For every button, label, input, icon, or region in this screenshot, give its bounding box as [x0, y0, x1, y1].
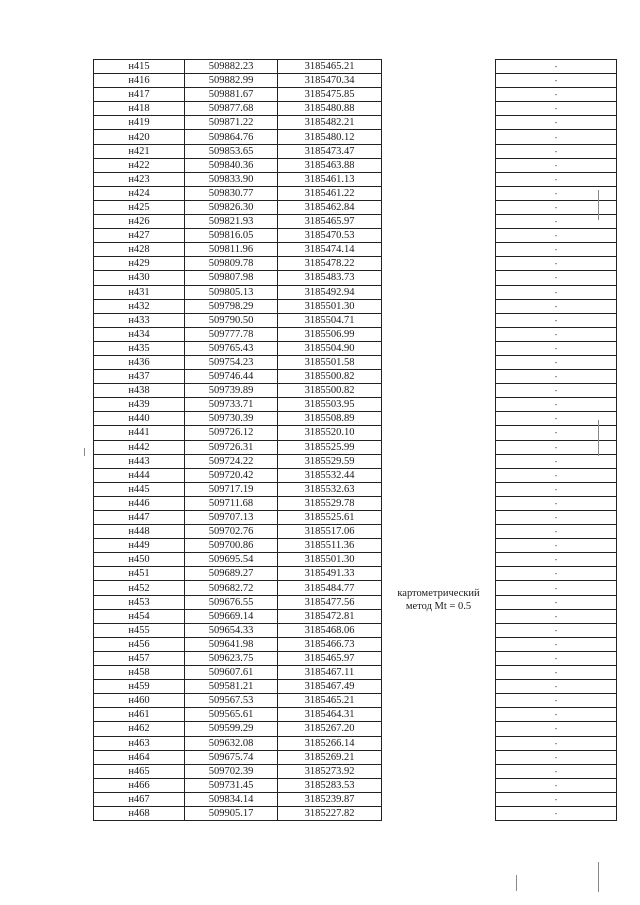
y-coordinate-cell: 3185464.31 — [278, 708, 382, 722]
mark-cell: - — [496, 341, 617, 355]
point-cell: н430 — [94, 271, 185, 285]
y-coordinate-cell: 3185504.71 — [278, 313, 382, 327]
y-coordinate-cell: 3185474.14 — [278, 243, 382, 257]
point-cell: н442 — [94, 440, 185, 454]
y-coordinate-cell: 3185511.36 — [278, 539, 382, 553]
x-coordinate-cell: 509826.30 — [185, 200, 278, 214]
y-coordinate-cell: 3185529.78 — [278, 496, 382, 510]
point-cell: н456 — [94, 637, 185, 651]
mark-cell: - — [496, 454, 617, 468]
x-coordinate-cell: 509833.90 — [185, 172, 278, 186]
y-coordinate-cell: 3185467.49 — [278, 680, 382, 694]
point-cell: н444 — [94, 468, 185, 482]
x-coordinate-cell: 509717.19 — [185, 482, 278, 496]
table-row — [94, 285, 617, 299]
mark-cell: - — [496, 567, 617, 581]
table-row — [94, 496, 617, 510]
mark-cell: - — [496, 384, 617, 398]
x-coordinate-cell: 509711.68 — [185, 496, 278, 510]
x-coordinate-cell: 509689.27 — [185, 567, 278, 581]
x-coordinate-cell: 509830.77 — [185, 186, 278, 200]
mark-cell: - — [496, 806, 617, 820]
mark-cell: - — [496, 313, 617, 327]
table-row — [94, 680, 617, 694]
y-coordinate-cell: 3185500.82 — [278, 370, 382, 384]
mark-cell: - — [496, 229, 617, 243]
mark-cell: - — [496, 708, 617, 722]
y-coordinate-cell: 3185525.61 — [278, 511, 382, 525]
table-row — [94, 116, 617, 130]
point-cell: н449 — [94, 539, 185, 553]
scan-artifact — [598, 420, 599, 456]
y-coordinate-cell: 3185501.30 — [278, 553, 382, 567]
point-cell: н418 — [94, 102, 185, 116]
x-coordinate-cell: 509864.76 — [185, 130, 278, 144]
point-cell: н440 — [94, 412, 185, 426]
mark-cell: - — [496, 285, 617, 299]
x-coordinate-cell: 509882.23 — [185, 60, 278, 74]
point-cell: н431 — [94, 285, 185, 299]
table-row — [94, 454, 617, 468]
y-coordinate-cell: 3185470.34 — [278, 74, 382, 88]
table-row — [94, 88, 617, 102]
x-coordinate-cell: 509881.67 — [185, 88, 278, 102]
point-cell: н421 — [94, 144, 185, 158]
table-row — [94, 595, 617, 609]
y-coordinate-cell: 3185467.11 — [278, 666, 382, 680]
table-row — [94, 708, 617, 722]
mark-cell: - — [496, 666, 617, 680]
x-coordinate-cell: 509754.23 — [185, 355, 278, 369]
table-row — [94, 370, 617, 384]
x-coordinate-cell: 509816.05 — [185, 229, 278, 243]
table-row — [94, 172, 617, 186]
x-coordinate-cell: 509632.08 — [185, 736, 278, 750]
x-coordinate-cell: 509811.96 — [185, 243, 278, 257]
point-cell: н452 — [94, 581, 185, 595]
y-coordinate-cell: 3185529.59 — [278, 454, 382, 468]
point-cell: н461 — [94, 708, 185, 722]
mark-cell: - — [496, 482, 617, 496]
mark-cell: - — [496, 200, 617, 214]
mark-cell: - — [496, 792, 617, 806]
mark-cell: - — [496, 778, 617, 792]
mark-cell: - — [496, 680, 617, 694]
x-coordinate-cell: 509599.29 — [185, 722, 278, 736]
y-coordinate-cell: 3185508.89 — [278, 412, 382, 426]
x-coordinate-cell: 509720.42 — [185, 468, 278, 482]
point-cell: н438 — [94, 384, 185, 398]
scan-artifact — [84, 448, 85, 456]
point-cell: н453 — [94, 595, 185, 609]
point-cell: н459 — [94, 680, 185, 694]
point-cell: н463 — [94, 736, 185, 750]
point-cell: н420 — [94, 130, 185, 144]
point-cell: н448 — [94, 525, 185, 539]
point-cell: н424 — [94, 186, 185, 200]
point-cell: н417 — [94, 88, 185, 102]
y-coordinate-cell: 3185465.97 — [278, 215, 382, 229]
point-cell: н415 — [94, 60, 185, 74]
x-coordinate-cell: 509809.78 — [185, 257, 278, 271]
y-coordinate-cell: 3185503.95 — [278, 398, 382, 412]
y-coordinate-cell: 3185462.84 — [278, 200, 382, 214]
table-row — [94, 609, 617, 623]
x-coordinate-cell: 509724.22 — [185, 454, 278, 468]
y-coordinate-cell: 3185465.97 — [278, 651, 382, 665]
mark-cell: - — [496, 88, 617, 102]
point-cell: н428 — [94, 243, 185, 257]
x-coordinate-cell: 509905.17 — [185, 806, 278, 820]
y-coordinate-cell: 3185463.88 — [278, 158, 382, 172]
mark-cell: - — [496, 553, 617, 567]
x-coordinate-cell: 509821.93 — [185, 215, 278, 229]
table-row — [94, 215, 617, 229]
mark-cell: - — [496, 581, 617, 595]
table-row — [94, 482, 617, 496]
point-cell: н443 — [94, 454, 185, 468]
point-cell: н434 — [94, 327, 185, 341]
point-cell: н455 — [94, 623, 185, 637]
mark-cell: - — [496, 722, 617, 736]
mark-cell: - — [496, 172, 617, 186]
table-row — [94, 722, 617, 736]
point-cell: н468 — [94, 806, 185, 820]
x-coordinate-cell: 509567.53 — [185, 694, 278, 708]
mark-cell: - — [496, 74, 617, 88]
table-row — [94, 623, 617, 637]
table-row — [94, 778, 617, 792]
mark-cell: - — [496, 243, 617, 257]
table-row — [94, 567, 617, 581]
x-coordinate-cell: 509623.75 — [185, 651, 278, 665]
y-coordinate-cell: 3185500.82 — [278, 384, 382, 398]
point-cell: н437 — [94, 370, 185, 384]
x-coordinate-cell: 509702.39 — [185, 764, 278, 778]
y-coordinate-cell: 3185483.73 — [278, 271, 382, 285]
y-coordinate-cell: 3185465.21 — [278, 60, 382, 74]
table-row — [94, 412, 617, 426]
table-row — [94, 299, 617, 313]
table-row — [94, 750, 617, 764]
table-row — [94, 327, 617, 341]
mark-cell: - — [496, 355, 617, 369]
point-cell: н433 — [94, 313, 185, 327]
coordinates-table — [93, 59, 617, 821]
y-coordinate-cell: 3185227.82 — [278, 806, 382, 820]
y-coordinate-cell: 3185461.13 — [278, 172, 382, 186]
x-coordinate-cell: 509654.33 — [185, 623, 278, 637]
x-coordinate-cell: 509733.71 — [185, 398, 278, 412]
x-coordinate-cell: 509675.74 — [185, 750, 278, 764]
mark-cell: - — [496, 257, 617, 271]
mark-cell: - — [496, 637, 617, 651]
mark-cell: - — [496, 539, 617, 553]
mark-cell: - — [496, 130, 617, 144]
point-cell: н416 — [94, 74, 185, 88]
y-coordinate-cell: 3185480.88 — [278, 102, 382, 116]
mark-cell: - — [496, 327, 617, 341]
x-coordinate-cell: 509565.61 — [185, 708, 278, 722]
scan-artifact — [598, 862, 599, 892]
y-coordinate-cell: 3185520.10 — [278, 426, 382, 440]
mark-cell: - — [496, 764, 617, 778]
point-cell: н447 — [94, 511, 185, 525]
table-body — [94, 60, 617, 821]
mark-cell: - — [496, 426, 617, 440]
point-cell: н445 — [94, 482, 185, 496]
y-coordinate-cell: 3185470.53 — [278, 229, 382, 243]
point-cell: н454 — [94, 609, 185, 623]
y-coordinate-cell: 3185239.87 — [278, 792, 382, 806]
point-cell: н436 — [94, 355, 185, 369]
x-coordinate-cell: 509877.68 — [185, 102, 278, 116]
y-coordinate-cell: 3185266.14 — [278, 736, 382, 750]
mark-cell: - — [496, 102, 617, 116]
mark-cell: - — [496, 271, 617, 285]
point-cell: н427 — [94, 229, 185, 243]
mark-cell: - — [496, 595, 617, 609]
mark-cell: - — [496, 694, 617, 708]
x-coordinate-cell: 509790.50 — [185, 313, 278, 327]
mark-cell: - — [496, 736, 617, 750]
x-coordinate-cell: 509676.55 — [185, 595, 278, 609]
point-cell: н435 — [94, 341, 185, 355]
y-coordinate-cell: 3185501.30 — [278, 299, 382, 313]
x-coordinate-cell: 509581.21 — [185, 680, 278, 694]
point-cell: н462 — [94, 722, 185, 736]
x-coordinate-cell: 509853.65 — [185, 144, 278, 158]
x-coordinate-cell: 509669.14 — [185, 609, 278, 623]
table-row — [94, 539, 617, 553]
y-coordinate-cell: 3185482.21 — [278, 116, 382, 130]
y-coordinate-cell: 3185478.22 — [278, 257, 382, 271]
point-cell: н464 — [94, 750, 185, 764]
mark-cell: - — [496, 750, 617, 764]
mark-cell: - — [496, 440, 617, 454]
table-row — [94, 144, 617, 158]
y-coordinate-cell: 3185468.06 — [278, 623, 382, 637]
y-coordinate-cell: 3185473.47 — [278, 144, 382, 158]
mark-cell: - — [496, 60, 617, 74]
point-cell: н457 — [94, 651, 185, 665]
x-coordinate-cell: 509840.36 — [185, 158, 278, 172]
x-coordinate-cell: 509607.61 — [185, 666, 278, 680]
table-row — [94, 553, 617, 567]
table-row — [94, 440, 617, 454]
point-cell: н446 — [94, 496, 185, 510]
x-coordinate-cell: 509777.78 — [185, 327, 278, 341]
y-coordinate-cell: 3185532.63 — [278, 482, 382, 496]
y-coordinate-cell: 3185267.20 — [278, 722, 382, 736]
mark-cell: - — [496, 651, 617, 665]
mark-cell: - — [496, 609, 617, 623]
method-note: картометрический метод Mt = 0.5 — [397, 588, 480, 613]
table-row — [94, 158, 617, 172]
scan-artifact — [516, 875, 517, 891]
x-coordinate-cell: 509765.43 — [185, 341, 278, 355]
point-cell: н465 — [94, 764, 185, 778]
y-coordinate-cell: 3185477.56 — [278, 595, 382, 609]
mark-cell: - — [496, 370, 617, 384]
mark-cell: - — [496, 412, 617, 426]
mark-cell: - — [496, 215, 617, 229]
y-coordinate-cell: 3185269.21 — [278, 750, 382, 764]
mark-cell: - — [496, 186, 617, 200]
point-cell: н422 — [94, 158, 185, 172]
mark-cell: - — [496, 144, 617, 158]
table-row — [94, 581, 617, 595]
x-coordinate-cell: 509882.99 — [185, 74, 278, 88]
table-row — [94, 666, 617, 680]
table-row — [94, 736, 617, 750]
point-cell: н441 — [94, 426, 185, 440]
y-coordinate-cell: 3185472.81 — [278, 609, 382, 623]
y-coordinate-cell: 3185491.33 — [278, 567, 382, 581]
table-row — [94, 525, 617, 539]
table-row — [94, 511, 617, 525]
y-coordinate-cell: 3185504.90 — [278, 341, 382, 355]
x-coordinate-cell: 509746.44 — [185, 370, 278, 384]
mark-cell: - — [496, 623, 617, 637]
table-row — [94, 384, 617, 398]
table-row — [94, 102, 617, 116]
mark-cell: - — [496, 299, 617, 313]
mark-cell: - — [496, 398, 617, 412]
point-cell: н466 — [94, 778, 185, 792]
point-cell: н460 — [94, 694, 185, 708]
point-cell: н419 — [94, 116, 185, 130]
x-coordinate-cell: 509798.29 — [185, 299, 278, 313]
table-row — [94, 186, 617, 200]
point-cell: н425 — [94, 200, 185, 214]
point-cell: н458 — [94, 666, 185, 680]
y-coordinate-cell: 3185501.58 — [278, 355, 382, 369]
point-cell: н467 — [94, 792, 185, 806]
y-coordinate-cell: 3185484.77 — [278, 581, 382, 595]
table-row — [94, 637, 617, 651]
method-cell — [382, 60, 496, 821]
table-row — [94, 130, 617, 144]
table-row — [94, 426, 617, 440]
point-cell: н423 — [94, 172, 185, 186]
table-row — [94, 257, 617, 271]
y-coordinate-cell: 3185466.73 — [278, 637, 382, 651]
mark-cell: - — [496, 116, 617, 130]
table-row — [94, 468, 617, 482]
y-coordinate-cell: 3185517.06 — [278, 525, 382, 539]
table-row — [94, 398, 617, 412]
scan-artifact — [598, 190, 599, 220]
point-cell: н439 — [94, 398, 185, 412]
y-coordinate-cell: 3185273.92 — [278, 764, 382, 778]
x-coordinate-cell: 509641.98 — [185, 637, 278, 651]
x-coordinate-cell: 509731.45 — [185, 778, 278, 792]
x-coordinate-cell: 509682.72 — [185, 581, 278, 595]
y-coordinate-cell: 3185283.53 — [278, 778, 382, 792]
x-coordinate-cell: 509739.89 — [185, 384, 278, 398]
y-coordinate-cell: 3185525.99 — [278, 440, 382, 454]
mark-cell: - — [496, 511, 617, 525]
table-row — [94, 271, 617, 285]
table-row — [94, 200, 617, 214]
x-coordinate-cell: 509707.13 — [185, 511, 278, 525]
table-row — [94, 60, 617, 74]
table-row — [94, 355, 617, 369]
table-row — [94, 229, 617, 243]
y-coordinate-cell: 3185465.21 — [278, 694, 382, 708]
x-coordinate-cell: 509726.12 — [185, 426, 278, 440]
y-coordinate-cell: 3185475.85 — [278, 88, 382, 102]
x-coordinate-cell: 509807.98 — [185, 271, 278, 285]
point-cell: н429 — [94, 257, 185, 271]
table-row — [94, 341, 617, 355]
x-coordinate-cell: 509871.22 — [185, 116, 278, 130]
x-coordinate-cell: 509700.86 — [185, 539, 278, 553]
point-cell: н426 — [94, 215, 185, 229]
table-row — [94, 651, 617, 665]
y-coordinate-cell: 3185492.94 — [278, 285, 382, 299]
point-cell: н451 — [94, 567, 185, 581]
table-row — [94, 243, 617, 257]
x-coordinate-cell: 509730.39 — [185, 412, 278, 426]
x-coordinate-cell: 509726.31 — [185, 440, 278, 454]
point-cell: н432 — [94, 299, 185, 313]
y-coordinate-cell: 3185532.44 — [278, 468, 382, 482]
mark-cell: - — [496, 468, 617, 482]
table-row — [94, 74, 617, 88]
point-cell: н450 — [94, 553, 185, 567]
mark-cell: - — [496, 158, 617, 172]
table-row — [94, 764, 617, 778]
mark-cell: - — [496, 496, 617, 510]
x-coordinate-cell: 509695.54 — [185, 553, 278, 567]
table-row — [94, 313, 617, 327]
mark-cell: - — [496, 525, 617, 539]
x-coordinate-cell: 509834.14 — [185, 792, 278, 806]
y-coordinate-cell: 3185506.99 — [278, 327, 382, 341]
table-row — [94, 792, 617, 806]
table-row — [94, 694, 617, 708]
x-coordinate-cell: 509805.13 — [185, 285, 278, 299]
table-row — [94, 806, 617, 820]
y-coordinate-cell: 3185480.12 — [278, 130, 382, 144]
y-coordinate-cell: 3185461.22 — [278, 186, 382, 200]
x-coordinate-cell: 509702.76 — [185, 525, 278, 539]
